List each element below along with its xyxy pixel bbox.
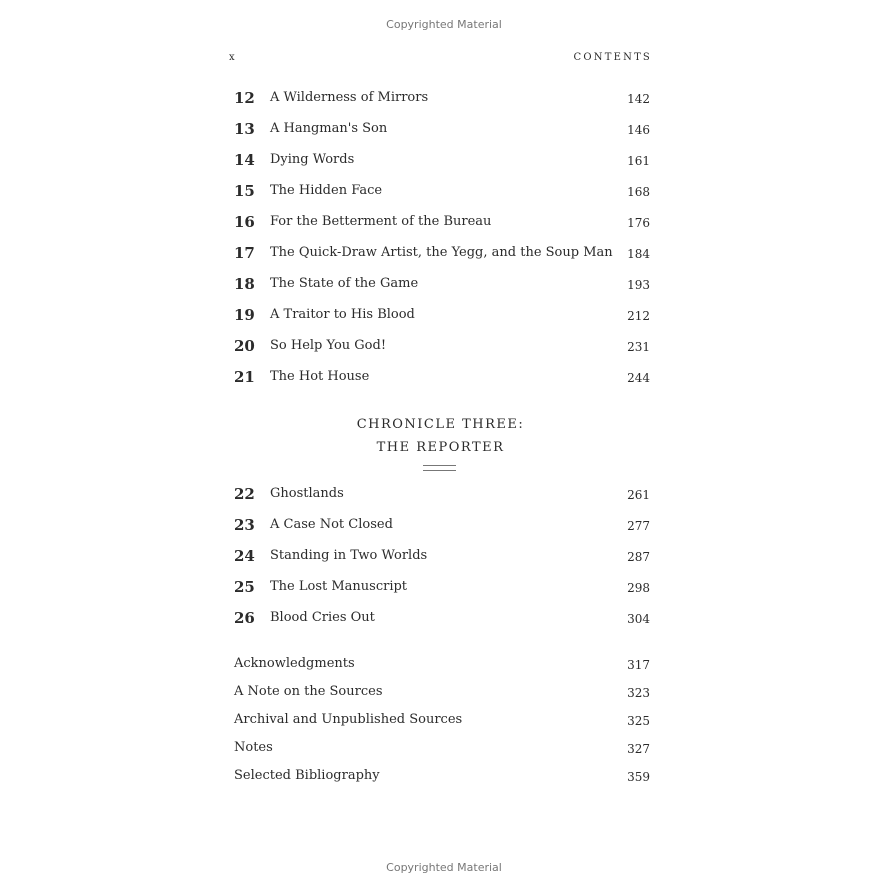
chapter-number: 17	[234, 244, 255, 262]
page-number: 325	[627, 714, 650, 728]
chapter-title: The Hidden Face	[270, 183, 383, 198]
toc-entry	[234, 151, 652, 182]
chapter-number: 16	[234, 213, 255, 231]
page-number: 323	[627, 686, 650, 700]
toc-entry	[234, 485, 652, 516]
page-number: 244	[627, 371, 650, 385]
running-head-title: CONTENTS	[573, 52, 652, 63]
chapter-title: For the Betterment of the Bureau	[270, 214, 492, 229]
chapter-number: 25	[234, 578, 255, 596]
chapter-title: Dying Words	[270, 152, 355, 167]
chapter-number: 20	[234, 337, 255, 355]
page-number: 287	[627, 550, 650, 564]
chapter-title: A Traitor to His Blood	[270, 307, 415, 322]
toc-entry	[234, 609, 652, 640]
chapter-title: Standing in Two Worlds	[270, 548, 428, 563]
chapter-title: The Hot House	[270, 369, 370, 384]
back-matter-entry	[234, 767, 652, 795]
chapter-list-part-one	[234, 89, 652, 399]
back-matter-entry	[234, 739, 652, 767]
running-head	[229, 52, 652, 66]
toc-entry	[234, 244, 652, 275]
back-matter-title: Selected Bibliography	[234, 768, 380, 783]
page-number: 146	[627, 123, 650, 137]
back-matter-title: Notes	[234, 740, 273, 755]
chapter-title: Ghostlands	[270, 486, 344, 501]
chapter-title: The State of the Game	[270, 276, 419, 291]
toc-entry	[234, 182, 652, 213]
page-number: 193	[627, 278, 650, 292]
toc-entry	[234, 368, 652, 399]
back-matter-title: Archival and Unpublished Sources	[234, 712, 463, 727]
chapter-number: 22	[234, 485, 255, 503]
page-number: 277	[627, 519, 650, 533]
chapter-number: 12	[234, 89, 255, 107]
page-number: 161	[627, 154, 650, 168]
chapter-number: 23	[234, 516, 255, 534]
chapter-number: 18	[234, 275, 255, 293]
chapter-number: 14	[234, 151, 255, 169]
page-number: 304	[627, 612, 650, 626]
chapter-title: The Quick-Draw Artist, the Yegg, and the Soup Man	[270, 245, 613, 260]
page-number: 231	[627, 340, 650, 354]
part-heading-rule	[423, 465, 456, 471]
page-number: 168	[627, 185, 650, 199]
page-folio: x	[229, 52, 235, 63]
chapter-number: 24	[234, 547, 255, 565]
toc-entry	[234, 120, 652, 151]
toc-entry	[234, 578, 652, 609]
chapter-title: A Wilderness of Mirrors	[270, 90, 429, 105]
page-number: 317	[627, 658, 650, 672]
chapter-number: 13	[234, 120, 255, 138]
toc-entry	[234, 516, 652, 547]
chapter-list-part-three	[234, 485, 652, 640]
toc-entry	[234, 547, 652, 578]
page-number: 142	[627, 92, 650, 106]
part-heading-line1: CHRONICLE THREE:	[356, 417, 525, 432]
toc-entry	[234, 275, 652, 306]
page-number: 327	[627, 742, 650, 756]
page-number: 298	[627, 581, 650, 595]
toc-entry	[234, 89, 652, 120]
chapter-number: 15	[234, 182, 255, 200]
page-number: 261	[627, 488, 650, 502]
page-number: 184	[627, 247, 650, 261]
copyright-watermark-bottom: Copyrighted Material	[386, 861, 502, 874]
page-number: 359	[627, 770, 650, 784]
copyright-watermark-top: Copyrighted Material	[386, 18, 502, 31]
part-heading-line2: THE REPORTER	[376, 440, 505, 455]
back-matter-title: A Note on the Sources	[234, 684, 383, 699]
page-number: 176	[627, 216, 650, 230]
toc-entry	[234, 213, 652, 244]
chapter-title: So Help You God!	[270, 338, 387, 353]
chapter-title: The Lost Manuscript	[270, 579, 408, 594]
back-matter-entry	[234, 711, 652, 739]
chapter-title: A Case Not Closed	[270, 517, 393, 532]
back-matter-entry	[234, 683, 652, 711]
chapter-title: Blood Cries Out	[270, 610, 375, 625]
back-matter-list	[234, 655, 652, 795]
chapter-number: 21	[234, 368, 255, 386]
toc-entry	[234, 337, 652, 368]
back-matter-entry	[234, 655, 652, 683]
page-number: 212	[627, 309, 650, 323]
chapter-title: A Hangman's Son	[270, 121, 388, 136]
back-matter-title: Acknowledgments	[234, 656, 355, 671]
toc-entry	[234, 306, 652, 337]
chapter-number: 19	[234, 306, 255, 324]
chapter-number: 26	[234, 609, 255, 627]
